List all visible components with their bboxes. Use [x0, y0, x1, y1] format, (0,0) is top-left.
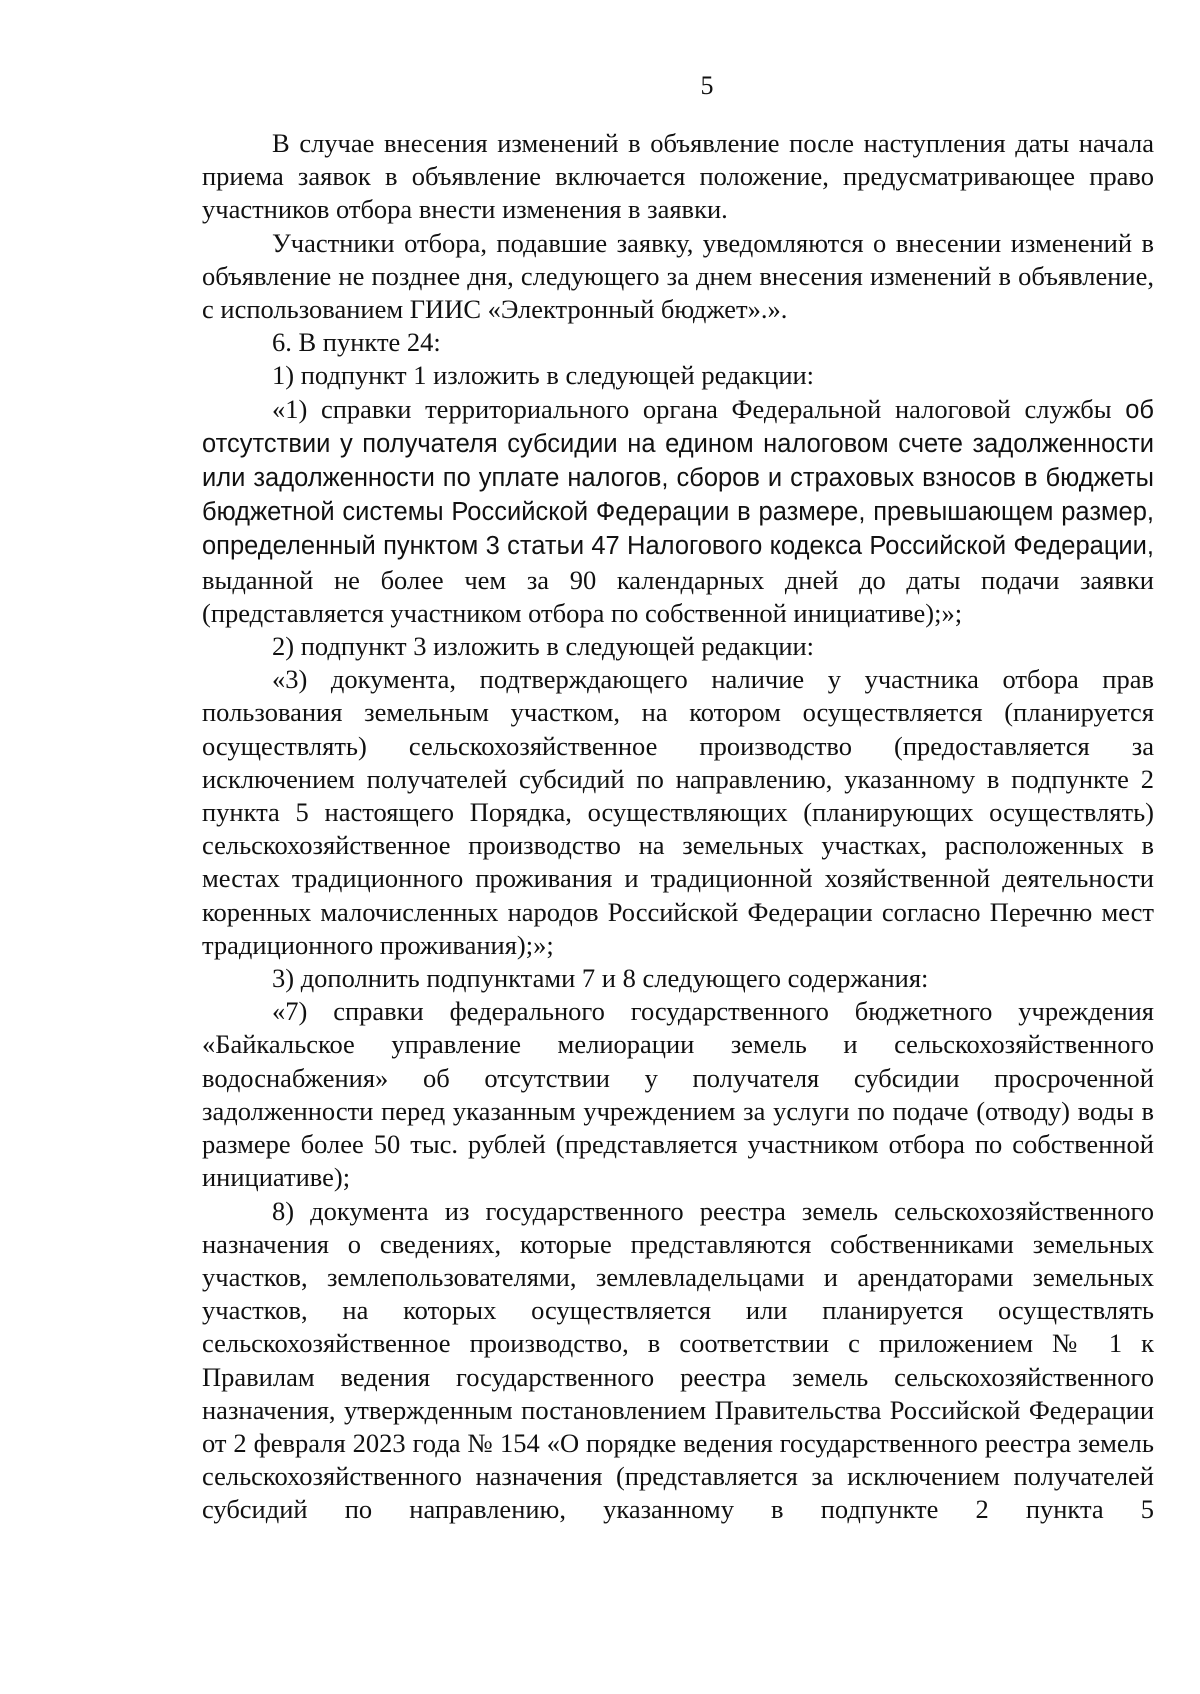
paragraph-2: Участники отбора, подавшие заявку, уведомляются о внесении изменений в объявление не позднее дня, следующего за днем внесения изменений в объявление, с использованием ГИИС «Электронный бюджет».». [202, 227, 1154, 325]
paragraph-10: 8) документа из государственного реестра земель сельскохозяйственного назначения о сведениях, которые представляются собственниками земельных участков, землепользователями, землевладельцами и арендаторами земельных участков, на которых осуществляется или планируется осуществлять сельскохозяйственное производство, в соответствии с приложением № 1 к Правилам ведения государственного реестра земель сельскохозяйственного назначения, утвержденным постановлением Правительства Российской Федерации от 2 февраля 2023 года № 154 «О порядке ведения государственного реестра земель сельскохозяйственного назначения (представляется за исключением получателей субсидий по направлению, указанному в подпункте 2 пункта 5 [202, 1195, 1154, 1525]
paragraph-7: «3) документа, подтверждающего наличие у участника отбора прав пользования земельным участком, на котором осуществляется (планируется осуществлять) сельскохозяйственное производство (предоставляется за исключением получателей субсидий по направлению, указанному в подпункте 2 пункта 5 настоящего Порядка, осуществляющих (планирующих осуществлять) сельскохозяйственное производство на земельных участках, расположенных в местах традиционного проживания и традиционной хозяйственной деятельности коренных малочисленных народов Российской Федерации согласно Перечню мест традиционного проживания);»; [202, 664, 1154, 960]
paragraph-5-end: выданной не более чем за 90 календарных дней до даты подачи заявки (представляется участником отбора по собственной инициативе);»; [202, 564, 1154, 628]
paragraph-4: 1) подпункт 1 изложить в следующей редакции: [272, 360, 815, 391]
paragraph-5-inserted-text: об отсутствии у получателя субсидии на едином налоговом счете задолженности или задолженности по уплате налогов, сборов и страховых взносов в бюджеты бюджетной системы Российской Федерации в размере, превышающем размер, определенный пунктом 3 статьи 47 Налогового кодекса Российской Федерации, [202, 395, 1154, 561]
document-body [202, 127, 1154, 1527]
paragraph-1: В случае внесения изменений в объявление после наступления даты начала приема заявок в объявление включается положение, предусматривающее право участников отбора внести изменения в заявки. [202, 128, 1154, 225]
paragraph-9: «7) справки федерального государственного бюджетного учреждения «Байкальское управление мелиорации земель и сельскохозяйственного водоснабжения» об отсутствии у получателя субсидии просроченной задолженности перед указанным учреждением за услуги по подаче (отводу) воды в размере более 50 тыс. рублей (представляется участником отбора по собственной инициативе); [202, 996, 1154, 1193]
paragraph-8: 3) дополнить подпунктами 7 и 8 следующего содержания: [272, 963, 929, 994]
paragraph-5-start: «1) справки территориального органа Федеральной налоговой службы [272, 393, 1126, 424]
paragraph-5 [202, 393, 1154, 630]
page-number: 5 [700, 71, 714, 100]
paragraph-3: 6. В пункте 24: [272, 327, 441, 358]
paragraph-6: 2) подпункт 3 изложить в следующей редакции: [272, 631, 815, 662]
